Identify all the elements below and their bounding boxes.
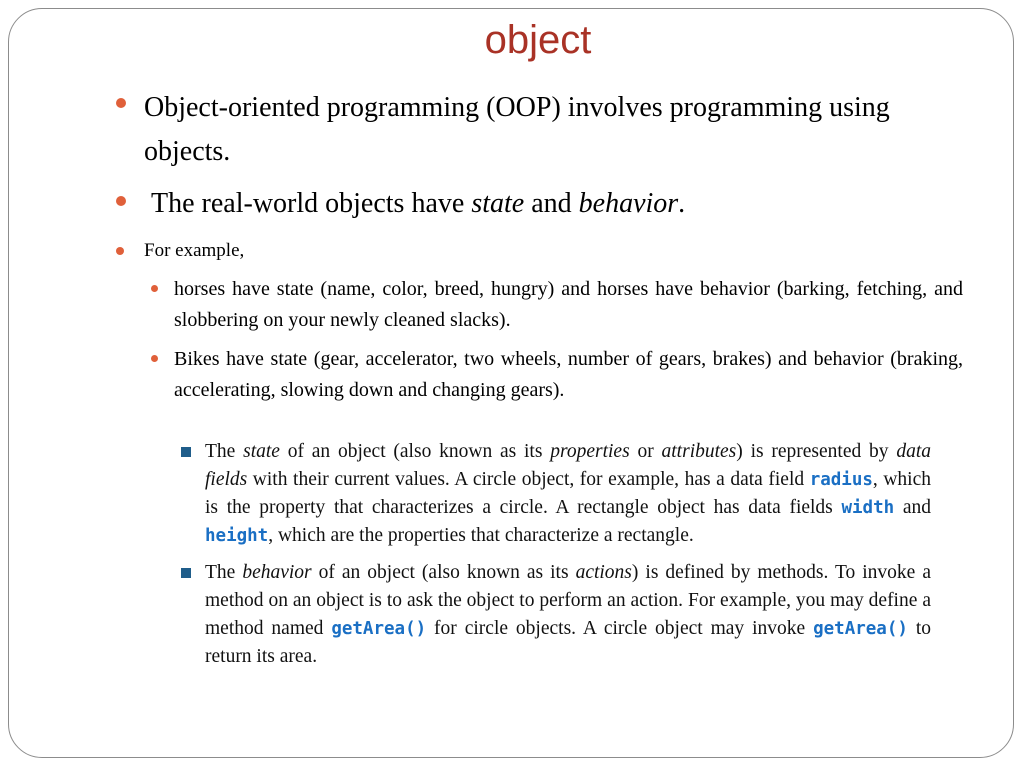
excerpt-text: of an object (also known as its	[279, 441, 551, 462]
excerpt-text: or	[629, 441, 662, 462]
emphasis-behavior: behavior	[578, 188, 679, 219]
bullet-text: and	[524, 188, 579, 219]
excerpt-text: ) is represented by	[736, 441, 897, 462]
excerpt-text: The	[205, 562, 243, 583]
excerpt-text: to return its area.	[205, 618, 932, 667]
emphasis-text: data fields	[205, 441, 931, 490]
excerpt-text: ) is defined by methods. To invoke a method on an object is to ask the object to perform an action. For example, you may define a method named	[205, 562, 931, 639]
excerpt-text: , which are the properties that characterize a rectangle.	[268, 525, 694, 546]
excerpt-behavior-paragraph	[205, 559, 931, 671]
emphasis-text: properties	[550, 441, 630, 462]
bullet-text: .	[678, 188, 686, 219]
excerpt-text: , which is the property that characterizes a circle. A rectangle object has data fields	[205, 469, 931, 518]
code-getarea: getArea()	[813, 619, 908, 639]
emphasis-text: behavior	[242, 562, 312, 583]
sub-bullet-bikes: Bikes have state (gear, accelerator, two wheels, number of gears, brakes) and behavior (braking, accelerating, slowing down and changing gears).	[174, 348, 963, 401]
code-getarea: getArea()	[331, 619, 427, 639]
sub-bullet-horses: horses have state (name, color, breed, hungry) and horses have behavior (barking, fetching, and slobbering on your newly cleaned slacks).	[174, 278, 963, 331]
bullet-text: The real-world objects have	[151, 188, 472, 219]
emphasis-state: state	[471, 188, 525, 219]
excerpt-text: of an object (also known as its	[311, 562, 576, 583]
code-radius: radius	[809, 470, 873, 490]
code-width: width	[841, 498, 895, 518]
excerpt-text: with their current values. A circle object, for example, has a data field	[247, 469, 810, 490]
square-bullet-icon	[181, 568, 191, 578]
bullet-for-example: For example,	[144, 240, 245, 261]
excerpt-text: for circle objects. A circle object may invoke	[426, 618, 814, 639]
slide-title: object	[484, 18, 592, 62]
excerpt-text: and	[894, 497, 931, 518]
bullet-oop-definition: Object-oriented programming (OOP) involves programming using objects.	[144, 92, 890, 167]
excerpt-state-paragraph	[205, 438, 931, 550]
emphasis-text: attributes	[661, 441, 737, 462]
emphasis-text: state	[243, 441, 280, 462]
excerpt-text: The	[205, 441, 244, 462]
emphasis-text: actions	[575, 562, 632, 583]
square-bullet-icon	[181, 447, 191, 457]
code-height: height	[205, 526, 269, 546]
